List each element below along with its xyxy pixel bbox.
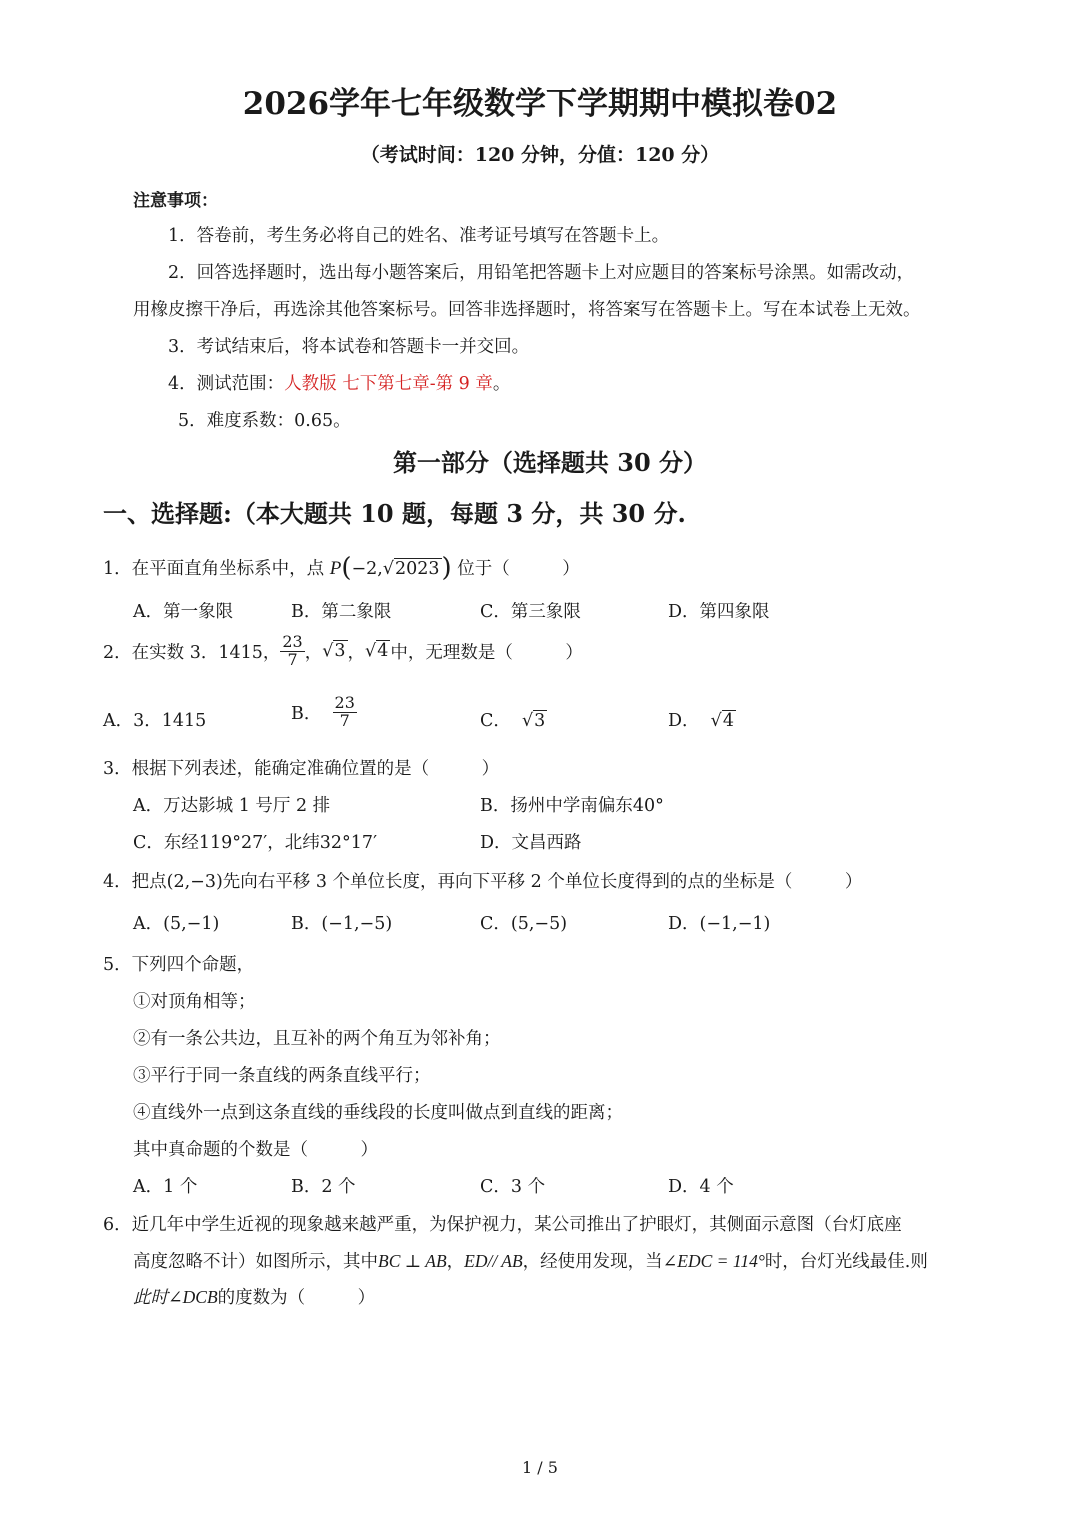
q1-option-a: A．第一象限 xyxy=(133,602,234,622)
q2-option-c: C． √3 xyxy=(480,711,546,731)
question-4-stem: 4．把点(2,−3)先向右平移 3 个单位长度，再向下平移 2 个单位长度得到的点的坐标是（ ） xyxy=(103,872,863,892)
q3-option-b: B．扬州中学南偏东40° xyxy=(480,796,664,816)
notice-item-1: 1．答卷前，考生务必将自己的姓名、准考证号填写在答题卡上。 xyxy=(168,226,670,246)
part-title: 第一部分（选择题共 30 分） xyxy=(392,448,708,477)
q3-option-d: D．文昌西路 xyxy=(480,833,582,853)
q3-option-c: C．东经119°27′，北纬32°17′ xyxy=(133,833,378,853)
page-title: 2026学年七年级数学下学期期中模拟卷02 xyxy=(242,86,838,122)
point-p-x: −2, xyxy=(351,559,383,579)
condition-parallel: ED// AB xyxy=(464,1251,523,1271)
q5-option-b: B．2 个 xyxy=(291,1177,356,1197)
sqrt-4: 4 xyxy=(377,641,389,662)
q2-option-b: B． $\frac{23}{7}$ xyxy=(291,693,355,730)
question-1-suffix: 位于（ ） xyxy=(457,559,580,579)
point-p: P xyxy=(329,558,342,579)
question-1-stem: 1．在平面直角坐标系中，点 P(−2,√2023) 位于（ ） xyxy=(103,553,580,583)
question-6-line-2: 高度忽略不计）如图所示，其中BC ⊥ AB，ED// AB，经使用发现，当∠EDC = 114°时，台灯光线最佳.则 xyxy=(133,1251,928,1272)
fraction-23-7: $\frac{23}{7}$ xyxy=(282,632,303,669)
proposition-1: ①对顶角相等； xyxy=(133,992,256,1012)
section-title: 一、选择题:（本大题共 10 题，每题 3 分，共 30 分. xyxy=(103,499,686,528)
page-number: 1 / 5 xyxy=(522,1458,558,1477)
question-3-stem: 3．根据下列表述，能确定准确位置的是（ ） xyxy=(103,759,500,779)
q5-option-a: A．1 个 xyxy=(133,1177,198,1197)
question-2-suffix: 中，无理数是（ ） xyxy=(390,642,583,663)
point-coordinate: (2,−3) xyxy=(166,872,223,892)
q2-option-d: D． √4 xyxy=(668,711,734,731)
question-5-ask: 其中真命题的个数是（ ） xyxy=(133,1140,378,1160)
notice-item-4-suffix: 。 xyxy=(492,374,511,394)
q4-option-b: B．(−1,−5) xyxy=(291,914,393,934)
q4-option-d: D．(−1,−1) xyxy=(668,914,771,934)
q3-option-a: A．万达影城 1 号厅 2 排 xyxy=(133,796,331,816)
q4-option-c: C．(5,−5) xyxy=(480,914,568,934)
question-2-prefix: 2．在实数 3．1415， xyxy=(103,642,281,663)
q1-option-c: C．第三象限 xyxy=(480,602,581,622)
question-6-line-1: 6．近几年中学生近视的现象越来越严重，为保护视力，某公司推出了护眼灯，其侧面示意图（台灯底座 xyxy=(103,1215,902,1235)
notice-item-3: 3．考试结束后，将本试卷和答题卡一并交回。 xyxy=(168,337,530,357)
q2-option-a: A．3．1415 xyxy=(103,711,207,731)
condition-perpendicular: BC ⊥ AB xyxy=(378,1251,447,1271)
notice-heading: 注意事项： xyxy=(133,191,218,211)
angle-edc: ∠EDC = 114° xyxy=(662,1251,765,1271)
q1-option-b: B．第二象限 xyxy=(291,602,392,622)
notice-item-2-line-1: 2．回答选择题时，选出每小题答案后，用铅笔把答题卡上对应题目的答案标号涂黑。如需改动， xyxy=(168,263,915,283)
q5-option-d: D．4 个 xyxy=(668,1177,734,1197)
notice-item-4 xyxy=(168,370,510,395)
sqrt-3: 3 xyxy=(334,641,346,662)
q1-option-d: D．第四象限 xyxy=(668,602,770,622)
notice-item-2-line-2: 用橡皮擦干净后，再选涂其他答案标号。回答非选择题时，将答案写在答题卡上。写在本试卷上无效。 xyxy=(133,300,921,320)
question-2-stem: 2．在实数 3．1415， $\frac{23}{7}$ ，√3 ，√4 中，无理数是（ ） xyxy=(103,632,583,669)
notice-item-4-prefix: 4．测试范围： xyxy=(168,374,285,394)
option-b-fraction: $\frac{23}{7}$ xyxy=(334,693,355,730)
question-5-stem: 5．下列四个命题， xyxy=(103,955,255,975)
angle-dcb: 此时∠DCB xyxy=(133,1287,218,1307)
point-p-y-radicand: 2023 xyxy=(395,559,440,579)
question-1-prefix: 1．在平面直角坐标系中，点 xyxy=(103,559,330,579)
q5-option-c: C．3 个 xyxy=(480,1177,546,1197)
proposition-2: ②有一条公共边，且互补的两个角互为邻补角； xyxy=(133,1029,501,1049)
proposition-4: ④直线外一点到这条直线的垂线段的长度叫做点到直线的距离； xyxy=(133,1103,623,1123)
proposition-3: ③平行于同一条直线的两条直线平行； xyxy=(133,1066,431,1086)
notice-item-5: 5．难度系数：0.65。 xyxy=(178,411,351,431)
question-6-line-3: 此时∠DCB的度数为（ ） xyxy=(133,1287,376,1308)
q4-option-a: A．(5,−1) xyxy=(133,914,220,934)
exam-info: （考试时间：120 分钟，分值：120 分） xyxy=(360,144,720,166)
test-scope: 人教版 七下第七章-第 9 章 xyxy=(284,374,493,394)
